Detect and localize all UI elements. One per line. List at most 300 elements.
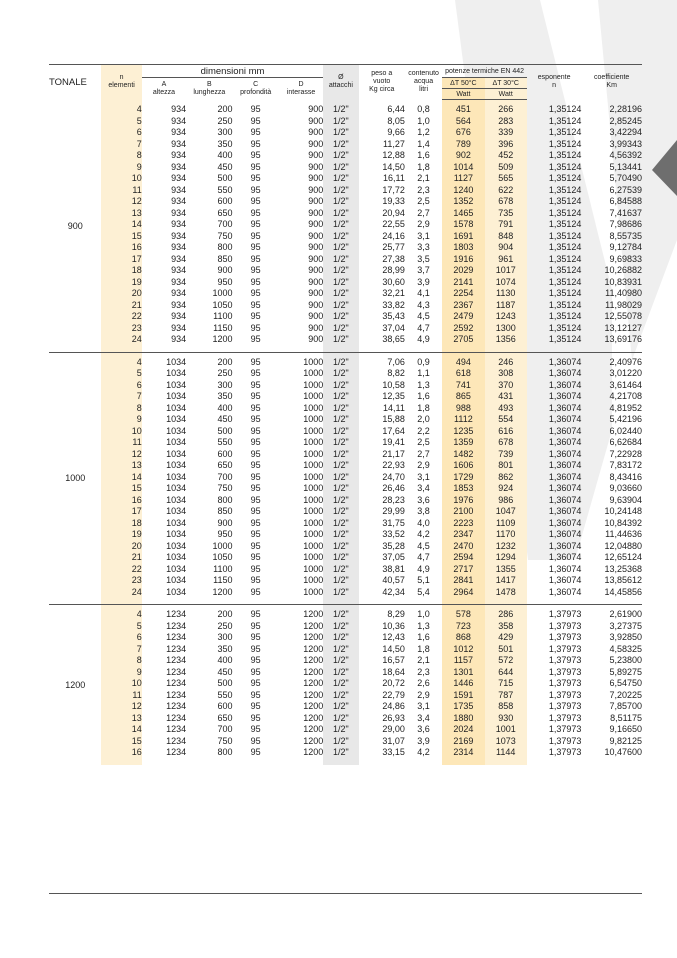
- cell-n-elementi: 19: [101, 529, 141, 541]
- cell-watt-dt50: 1729: [442, 472, 484, 484]
- cell-n-elementi: 15: [101, 736, 141, 748]
- cell-profondita: 95: [250, 575, 261, 585]
- table-row: [49, 472, 642, 484]
- cell-n-elementi: 5: [101, 116, 141, 128]
- cell-esponente: 1,35124: [548, 173, 582, 183]
- cell-profondita: 95: [250, 747, 261, 757]
- cell-lunghezza: 250: [217, 368, 233, 378]
- cell-peso: 33,82: [382, 299, 405, 310]
- cell-profondita: 95: [250, 230, 261, 241]
- cell-lunghezza: 800: [217, 747, 233, 757]
- cell-profondita: 95: [250, 666, 261, 677]
- cell-watt-dt30: 930: [485, 713, 527, 725]
- cell-watt-dt30: 644: [485, 667, 527, 679]
- cell-contenuto: 1,4: [417, 138, 430, 149]
- cell-coefficiente: 9,16650: [609, 724, 642, 734]
- cell-n-elementi: 24: [101, 334, 141, 346]
- cell-altezza: 934: [171, 334, 187, 344]
- cell-interasse: 900: [308, 288, 324, 298]
- cell-attacchi: 1/2": [323, 724, 358, 736]
- cell-interasse: 1000: [303, 402, 324, 413]
- cell-attacchi: 1/2": [323, 403, 358, 415]
- cell-peso: 22,93: [382, 460, 405, 470]
- cell-coefficiente: 9,12784: [609, 242, 642, 252]
- cell-profondita: 95: [250, 402, 261, 413]
- cell-lunghezza: 650: [217, 712, 233, 723]
- cell-lunghezza: 850: [217, 253, 233, 264]
- table-row: [49, 713, 642, 725]
- cell-n-elementi: 14: [101, 219, 141, 231]
- cell-interasse: 1000: [303, 517, 324, 528]
- cell-contenuto: 2,1: [417, 173, 430, 183]
- cell-n-elementi: 8: [101, 150, 141, 162]
- cell-peso: 35,28: [382, 540, 405, 551]
- cell-lunghezza: 300: [217, 127, 233, 137]
- cell-lunghezza: 300: [217, 632, 233, 642]
- cell-attacchi: 1/2": [323, 368, 358, 380]
- cell-esponente: 1,37973: [548, 666, 582, 677]
- cell-altezza: 934: [171, 104, 187, 114]
- cell-coefficiente: 13,69176: [604, 334, 642, 344]
- cell-attacchi: 1/2": [323, 506, 358, 518]
- cell-esponente: 1,36074: [548, 437, 582, 447]
- cell-contenuto: 5,1: [417, 575, 430, 585]
- table-row: [49, 667, 642, 679]
- cell-altezza: 934: [171, 184, 187, 195]
- cell-n-elementi: 11: [101, 437, 141, 449]
- cell-esponente: 1,35124: [548, 127, 582, 137]
- cell-coefficiente: 9,69833: [609, 253, 642, 264]
- cell-profondita: 95: [250, 540, 261, 551]
- table-row: [49, 219, 642, 231]
- table-row: [49, 185, 642, 197]
- cell-attacchi: 1/2": [323, 460, 358, 472]
- cell-contenuto: 4,3: [417, 299, 430, 310]
- cell-watt-dt50: 1014: [442, 162, 484, 174]
- cell-lunghezza: 600: [217, 196, 233, 206]
- table-bottom-rule: [49, 893, 642, 894]
- cell-interasse: 900: [308, 207, 324, 218]
- cell-n-elementi: 15: [101, 231, 141, 243]
- cell-watt-dt50: 2841: [442, 575, 484, 587]
- cell-altezza: 1034: [166, 540, 187, 551]
- cell-contenuto: 1,3: [417, 620, 430, 631]
- cell-contenuto: 1,8: [417, 161, 430, 172]
- cell-watt-dt50: 2169: [442, 736, 484, 748]
- cell-peso: 40,57: [382, 575, 405, 585]
- col-header-esponente: esponente n: [527, 65, 581, 100]
- cell-coefficiente: 2,40976: [609, 356, 642, 367]
- cell-coefficiente: 3,01220: [609, 368, 642, 378]
- cell-peso: 24,16: [382, 230, 405, 241]
- cell-esponente: 1,36074: [548, 448, 582, 459]
- cell-attacchi: 1/2": [323, 414, 358, 426]
- cell-interasse: 900: [308, 138, 324, 149]
- cell-coefficiente: 2,61900: [609, 609, 642, 619]
- cell-coefficiente: 7,85700: [609, 701, 642, 711]
- cell-altezza: 934: [171, 219, 187, 229]
- cell-profondita: 95: [250, 655, 261, 665]
- cell-interasse: 1000: [303, 483, 324, 493]
- table-row: [49, 529, 642, 541]
- cell-n-elementi: 6: [101, 380, 141, 392]
- table-row: [49, 104, 642, 116]
- cell-interasse: 900: [308, 322, 324, 333]
- cell-profondita: 95: [250, 219, 261, 229]
- table-row: [49, 506, 642, 518]
- cell-contenuto: 0,9: [417, 356, 430, 367]
- table-row: [49, 621, 642, 633]
- cell-watt-dt30: 1073: [485, 736, 527, 748]
- cell-peso: 18,64: [382, 666, 405, 677]
- cell-peso: 14,50: [382, 161, 405, 172]
- cell-altezza: 1034: [166, 506, 187, 516]
- cell-esponente: 1,36074: [548, 460, 582, 470]
- cell-interasse: 1000: [303, 437, 324, 447]
- cell-contenuto: 2,7: [417, 207, 430, 218]
- table-row: [49, 242, 642, 254]
- cell-altezza: 934: [171, 322, 187, 333]
- cell-interasse: 900: [308, 334, 324, 344]
- cell-profondita: 95: [250, 609, 261, 619]
- cell-profondita: 95: [250, 138, 261, 149]
- cell-interasse: 900: [308, 115, 324, 126]
- cell-interasse: 900: [308, 150, 324, 160]
- table-row: [49, 357, 642, 369]
- cell-lunghezza: 250: [217, 620, 233, 631]
- cell-esponente: 1,36074: [548, 425, 582, 436]
- cell-watt-dt50: 564: [442, 116, 484, 128]
- cell-esponente: 1,35124: [548, 276, 582, 287]
- cell-altezza: 934: [171, 115, 187, 126]
- cell-watt-dt50: 2223: [442, 518, 484, 530]
- cell-n-elementi: 24: [101, 587, 141, 599]
- cell-watt-dt30: 848: [485, 231, 527, 243]
- cell-peso: 17,64: [382, 425, 405, 436]
- cell-interasse: 1000: [303, 448, 324, 459]
- cell-lunghezza: 600: [217, 701, 233, 711]
- col-header-a: A altezza: [152, 80, 176, 96]
- cell-altezza: 1034: [166, 437, 187, 447]
- cell-coefficiente: 5,70490: [609, 173, 642, 183]
- cell-watt-dt30: 1170: [485, 529, 527, 541]
- cell-peso: 14,50: [382, 643, 405, 654]
- cell-coefficiente: 2,85245: [609, 115, 642, 126]
- cell-n-elementi: 8: [101, 655, 141, 667]
- cell-lunghezza: 500: [217, 678, 233, 688]
- cell-n-elementi: 5: [101, 368, 141, 380]
- cell-attacchi: 1/2": [323, 541, 358, 553]
- cell-profondita: 95: [250, 620, 261, 631]
- cell-contenuto: 2,5: [417, 437, 430, 447]
- col-header-n-elementi: n elementi: [101, 65, 141, 100]
- cell-profondita: 95: [250, 643, 261, 654]
- cell-watt-dt30: 1017: [485, 265, 527, 277]
- cell-attacchi: 1/2": [323, 495, 358, 507]
- cell-attacchi: 1/2": [323, 529, 358, 541]
- cell-interasse: 900: [308, 253, 324, 264]
- cell-profondita: 95: [250, 483, 261, 493]
- tonale-group-label: 1000: [49, 352, 101, 605]
- cell-interasse: 1000: [303, 379, 324, 390]
- cell-watt-dt50: 2347: [442, 529, 484, 541]
- cell-lunghezza: 1000: [212, 288, 233, 298]
- cell-watt-dt30: 1001: [485, 724, 527, 736]
- cell-attacchi: 1/2": [323, 208, 358, 220]
- cell-peso: 25,77: [382, 242, 405, 252]
- cell-n-elementi: 14: [101, 724, 141, 736]
- table-row: [49, 655, 642, 667]
- cell-peso: 28,23: [382, 494, 405, 505]
- cell-watt-dt30: 1047: [485, 506, 527, 518]
- cell-lunghezza: 450: [217, 666, 233, 677]
- cell-attacchi: 1/2": [323, 127, 358, 139]
- cell-watt-dt50: 865: [442, 391, 484, 403]
- cell-esponente: 1,37973: [548, 747, 582, 757]
- cell-watt-dt30: 370: [485, 380, 527, 392]
- cell-watt-dt30: 791: [485, 219, 527, 231]
- cell-watt-dt50: 1157: [442, 655, 484, 667]
- cell-interasse: 1200: [303, 632, 324, 642]
- cell-profondita: 95: [250, 173, 261, 183]
- cell-esponente: 1,36074: [548, 540, 582, 551]
- cell-watt-dt50: 2367: [442, 300, 484, 312]
- cell-peso: 26,46: [382, 483, 405, 493]
- cell-watt-dt30: 1243: [485, 311, 527, 323]
- table-row: [49, 162, 642, 174]
- table-row: [49, 150, 642, 162]
- table-row: [49, 483, 642, 495]
- cell-peso: 19,41: [382, 437, 405, 447]
- cell-interasse: 1200: [303, 712, 324, 723]
- cell-interasse: 900: [308, 104, 324, 114]
- cell-altezza: 1034: [166, 494, 187, 505]
- table-row: [49, 747, 642, 759]
- cell-altezza: 1034: [166, 517, 187, 528]
- cell-profondita: 95: [250, 265, 261, 275]
- cell-watt-dt50: 789: [442, 139, 484, 151]
- cell-altezza: 934: [171, 230, 187, 241]
- cell-watt-dt30: 1294: [485, 552, 527, 564]
- cell-watt-dt30: 1355: [485, 564, 527, 576]
- cell-watt-dt50: 868: [442, 632, 484, 644]
- cell-contenuto: 3,9: [417, 735, 430, 746]
- cell-watt-dt30: 431: [485, 391, 527, 403]
- cell-watt-dt30: 739: [485, 449, 527, 461]
- cell-lunghezza: 950: [217, 276, 233, 287]
- cell-peso: 6,44: [387, 104, 405, 114]
- cell-profondita: 95: [250, 127, 261, 137]
- cell-n-elementi: 4: [101, 357, 141, 369]
- cell-coefficiente: 6,54750: [609, 678, 642, 688]
- cell-n-elementi: 21: [101, 300, 141, 312]
- table-row: [49, 288, 642, 300]
- cell-watt-dt30: 1187: [485, 300, 527, 312]
- cell-attacchi: 1/2": [323, 391, 358, 403]
- cell-profondita: 95: [250, 242, 261, 252]
- cell-n-elementi: 20: [101, 288, 141, 300]
- cell-lunghezza: 200: [217, 356, 233, 367]
- cell-peso: 8,05: [387, 115, 405, 126]
- cell-altezza: 1034: [166, 586, 187, 597]
- cell-attacchi: 1/2": [323, 621, 358, 633]
- cell-profondita: 95: [250, 563, 261, 574]
- cell-altezza: 1034: [166, 379, 187, 390]
- cell-watt-dt50: 618: [442, 368, 484, 380]
- cell-lunghezza: 800: [217, 242, 233, 252]
- cell-n-elementi: 23: [101, 575, 141, 587]
- cell-interasse: 1000: [303, 494, 324, 505]
- cell-coefficiente: 7,41637: [609, 207, 642, 218]
- cell-interasse: 1200: [303, 643, 324, 654]
- cell-contenuto: 4,0: [417, 517, 430, 528]
- cell-attacchi: 1/2": [323, 747, 358, 759]
- cell-n-elementi: 11: [101, 690, 141, 702]
- cell-esponente: 1,36074: [548, 391, 582, 401]
- cell-contenuto: 3,3: [417, 242, 430, 252]
- cell-watt-dt30: 1130: [485, 288, 527, 300]
- cell-watt-dt30: 572: [485, 655, 527, 667]
- cell-peso: 10,36: [382, 620, 405, 631]
- cell-n-elementi: 15: [101, 483, 141, 495]
- cell-peso: 20,94: [382, 207, 405, 218]
- cell-altezza: 1234: [166, 643, 187, 654]
- cell-peso: 20,72: [382, 678, 405, 688]
- table-row: [49, 116, 642, 128]
- cell-esponente: 1,35124: [548, 219, 582, 229]
- cell-n-elementi: 13: [101, 713, 141, 725]
- cell-watt-dt30: 1144: [485, 747, 527, 759]
- cell-interasse: 1200: [303, 655, 324, 665]
- cell-altezza: 934: [171, 127, 187, 137]
- cell-profondita: 95: [250, 586, 261, 597]
- cell-attacchi: 1/2": [323, 265, 358, 277]
- cell-esponente: 1,35124: [548, 322, 582, 333]
- cell-lunghezza: 450: [217, 414, 233, 424]
- cell-esponente: 1,37973: [548, 689, 582, 700]
- cell-watt-dt50: 578: [442, 609, 484, 621]
- cell-altezza: 1234: [166, 678, 187, 688]
- cell-contenuto: 4,2: [417, 747, 430, 757]
- cell-esponente: 1,35124: [548, 115, 582, 126]
- table-row: [49, 380, 642, 392]
- cell-contenuto: 2,0: [417, 414, 430, 424]
- cell-watt-dt30: 622: [485, 185, 527, 197]
- cell-n-elementi: 4: [101, 609, 141, 621]
- cell-interasse: 1000: [303, 563, 324, 574]
- cell-watt-dt50: 1735: [442, 701, 484, 713]
- cell-watt-dt50: 1127: [442, 173, 484, 185]
- cell-interasse: 1000: [303, 529, 324, 539]
- cell-watt-dt50: 1976: [442, 495, 484, 507]
- cell-esponente: 1,35124: [548, 253, 582, 264]
- cell-esponente: 1,35124: [548, 150, 582, 160]
- cell-esponente: 1,35124: [548, 184, 582, 195]
- cell-watt-dt30: 501: [485, 644, 527, 656]
- cell-watt-dt50: 2100: [442, 506, 484, 518]
- cell-n-elementi: 22: [101, 311, 141, 323]
- cell-watt-dt30: 862: [485, 472, 527, 484]
- cell-interasse: 1000: [303, 506, 324, 516]
- table-row: [49, 414, 642, 426]
- cell-lunghezza: 350: [217, 138, 233, 149]
- cell-esponente: 1,37973: [548, 735, 582, 746]
- cell-esponente: 1,37973: [548, 712, 582, 723]
- cell-altezza: 1034: [166, 414, 187, 424]
- cell-coefficiente: 10,26882: [604, 265, 642, 275]
- cell-esponente: 1,36074: [548, 563, 582, 574]
- cell-n-elementi: 10: [101, 678, 141, 690]
- cell-profondita: 95: [250, 425, 261, 436]
- col-header-tonale: TONALE: [49, 65, 101, 100]
- cell-coefficiente: 4,56392: [609, 150, 642, 160]
- cell-n-elementi: 13: [101, 460, 141, 472]
- cell-altezza: 934: [171, 196, 187, 206]
- cell-lunghezza: 750: [217, 230, 233, 241]
- cell-peso: 16,57: [382, 655, 405, 665]
- table-row: [49, 368, 642, 380]
- table-row: [49, 173, 642, 185]
- cell-watt-dt30: 986: [485, 495, 527, 507]
- cell-altezza: 934: [171, 253, 187, 264]
- cell-n-elementi: 9: [101, 667, 141, 679]
- cell-lunghezza: 1150: [213, 575, 233, 585]
- cell-contenuto: 5,4: [417, 586, 430, 597]
- cell-n-elementi: 16: [101, 242, 141, 254]
- cell-watt-dt30: 735: [485, 208, 527, 220]
- cell-lunghezza: 300: [217, 379, 233, 390]
- cell-contenuto: 3,4: [417, 483, 430, 493]
- cell-watt-dt50: 1359: [442, 437, 484, 449]
- cell-n-elementi: 10: [101, 173, 141, 185]
- cell-attacchi: 1/2": [323, 437, 358, 449]
- cell-altezza: 1234: [166, 620, 187, 631]
- cell-contenuto: 2,3: [417, 184, 430, 195]
- cell-lunghezza: 1200: [212, 586, 233, 597]
- cell-peso: 19,33: [382, 196, 405, 206]
- cell-watt-dt50: 1578: [442, 219, 484, 231]
- cell-altezza: 1034: [166, 402, 187, 413]
- cell-profondita: 95: [250, 196, 261, 206]
- cell-attacchi: 1/2": [323, 644, 358, 656]
- table-row: [49, 690, 642, 702]
- cell-esponente: 1,35124: [548, 104, 582, 114]
- cell-attacchi: 1/2": [323, 701, 358, 713]
- cell-peso: 38,65: [382, 334, 405, 344]
- cell-altezza: 1034: [166, 391, 187, 401]
- cell-attacchi: 1/2": [323, 575, 358, 587]
- cell-interasse: 900: [308, 219, 324, 229]
- cell-watt-dt30: 554: [485, 414, 527, 426]
- cell-coefficiente: 3,92850: [609, 632, 642, 642]
- cell-lunghezza: 1050: [212, 299, 233, 310]
- cell-watt-dt50: 741: [442, 380, 484, 392]
- cell-profondita: 95: [250, 448, 261, 459]
- cell-esponente: 1,35124: [548, 334, 582, 344]
- cell-watt-dt30: 246: [485, 357, 527, 369]
- cell-watt-dt30: 286: [485, 609, 527, 621]
- cell-profondita: 95: [250, 552, 261, 562]
- cell-watt-dt30: 509: [485, 162, 527, 174]
- cell-peso: 9,66: [387, 127, 405, 137]
- cell-attacchi: 1/2": [323, 483, 358, 495]
- cell-altezza: 1234: [166, 747, 187, 757]
- cell-altezza: 1234: [166, 655, 187, 665]
- cell-esponente: 1,37973: [548, 701, 582, 711]
- cell-watt-dt50: 2594: [442, 552, 484, 564]
- cell-peso: 10,58: [382, 379, 405, 390]
- table-row: [49, 564, 642, 576]
